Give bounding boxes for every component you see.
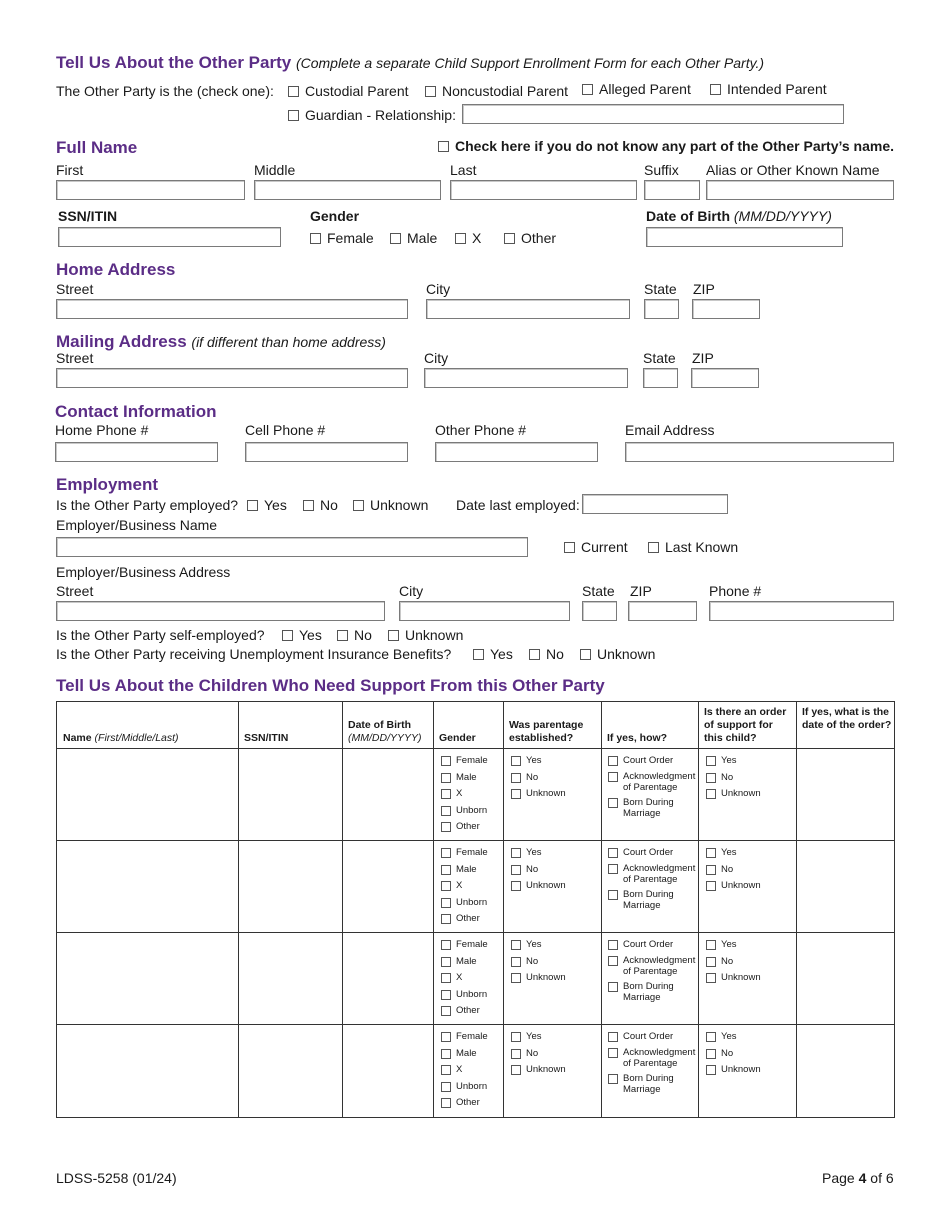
row2-parentage-checkbox[interactable]: Unknown xyxy=(511,880,566,891)
mail-state-label: State xyxy=(643,350,676,366)
row2-order-checkbox[interactable]: Yes xyxy=(706,847,737,858)
row4-gender-checkbox[interactable]: Male xyxy=(441,1048,477,1059)
checkbox-box[interactable] xyxy=(353,500,364,511)
other-phone-label: Other Phone # xyxy=(435,422,527,438)
section-title-full-name: Full Name xyxy=(56,138,138,157)
checkbox-gender-x[interactable]: X xyxy=(455,230,481,246)
checkbox-box[interactable] xyxy=(706,865,716,875)
row2-gender-checkbox[interactable]: Unborn xyxy=(441,897,487,908)
checkbox-box[interactable] xyxy=(288,86,299,97)
checkbox-box[interactable] xyxy=(580,649,591,660)
checkbox-box[interactable] xyxy=(511,865,521,875)
first-name-label: First xyxy=(56,162,84,178)
checkbox-box[interactable] xyxy=(310,233,321,244)
home-zip-input[interactable] xyxy=(692,299,760,319)
checkbox-ui-unknown[interactable]: Unknown xyxy=(580,646,655,662)
checkbox-box[interactable] xyxy=(441,1065,451,1075)
first-name-input[interactable] xyxy=(56,180,245,200)
checkbox-box[interactable] xyxy=(441,973,451,983)
checkbox-box[interactable] xyxy=(608,982,618,992)
ui-benefits-question: Is the Other Party receiving Unemployment Insurance Benefits? xyxy=(56,646,452,662)
row2-how-checkbox[interactable]: Born During Marriage xyxy=(608,889,697,911)
employer-phone-label: Phone # xyxy=(709,583,762,599)
checkbox-box[interactable] xyxy=(582,84,593,95)
checkbox-box[interactable] xyxy=(608,956,618,966)
col-header-name: Name (First/Middle/Last) xyxy=(63,732,179,744)
row3-how-checkbox[interactable]: Acknowledgment of Parentage xyxy=(608,955,697,977)
checkbox-box[interactable] xyxy=(608,890,618,900)
checkbox-box[interactable] xyxy=(608,848,618,858)
row2-how-checkbox[interactable]: Acknowledgment of Parentage xyxy=(608,863,697,885)
checkbox-box[interactable] xyxy=(706,1049,716,1059)
checkbox-self-employed-yes[interactable]: Yes xyxy=(282,627,322,643)
checkbox-box[interactable] xyxy=(529,649,540,660)
row4-gender-checkbox[interactable]: X xyxy=(441,1064,462,1075)
employer-state-input[interactable] xyxy=(582,601,617,621)
checkbox-box[interactable] xyxy=(441,881,451,891)
employer-city-input[interactable] xyxy=(399,601,570,621)
checkbox-box[interactable] xyxy=(564,542,575,553)
checkbox-box[interactable] xyxy=(511,1065,521,1075)
checkbox-gender-male[interactable]: Male xyxy=(390,230,437,246)
other-party-note: (Complete a separate Child Support Enrollment Form for each Other Party.) xyxy=(295,55,765,71)
checkbox-box[interactable] xyxy=(441,914,451,924)
checkbox-box[interactable] xyxy=(706,789,716,799)
row3-parentage-checkbox[interactable]: No xyxy=(511,956,538,967)
row4-how-checkbox[interactable]: Acknowledgment of Parentage xyxy=(608,1047,697,1069)
col-header-ssn: SSN/ITIN xyxy=(244,732,289,744)
checkbox-box[interactable] xyxy=(303,500,314,511)
mail-city-input[interactable] xyxy=(424,368,628,388)
checkbox-noncustodial-parent[interactable]: Noncustodial Parent xyxy=(425,83,568,99)
checkbox-box[interactable] xyxy=(282,630,293,641)
table-divider xyxy=(57,1024,894,1025)
section-title-employment: Employment xyxy=(56,475,159,494)
employer-address-label: Employer/Business Address xyxy=(56,564,231,580)
home-state-label: State xyxy=(644,281,677,297)
ssn-input[interactable] xyxy=(58,227,281,247)
row4-order-checkbox[interactable]: Unknown xyxy=(706,1064,761,1075)
section-title-mailing-address: Mailing Address (if different than home address) xyxy=(56,332,386,351)
checkbox-box[interactable] xyxy=(511,848,521,858)
checkbox-box[interactable] xyxy=(441,1006,451,1016)
row4-parentage-checkbox[interactable]: No xyxy=(511,1048,538,1059)
row2-order-checkbox[interactable]: Unknown xyxy=(706,880,761,891)
table-divider xyxy=(698,702,699,1117)
checkbox-box[interactable] xyxy=(511,1049,521,1059)
row2-gender-checkbox[interactable]: X xyxy=(441,880,462,891)
row3-order-checkbox[interactable]: Unknown xyxy=(706,972,761,983)
date-last-employed-label: Date last employed: xyxy=(456,497,580,513)
row2-gender-checkbox[interactable]: Male xyxy=(441,864,477,875)
checkbox-box[interactable] xyxy=(608,1032,618,1042)
row3-order-checkbox[interactable]: No xyxy=(706,956,733,967)
col-header-how: If yes, how? xyxy=(607,732,668,744)
row1-how-checkbox[interactable]: Court Order xyxy=(608,755,673,766)
col-header-parentage: Was parentage established? xyxy=(509,719,584,744)
row1-gender-checkbox[interactable]: Unborn xyxy=(441,805,487,816)
row2-parentage-checkbox[interactable]: Yes xyxy=(511,847,542,858)
checkbox-box[interactable] xyxy=(473,649,484,660)
checkbox-box[interactable] xyxy=(706,1032,716,1042)
checkbox-box[interactable] xyxy=(441,1049,451,1059)
checkbox-box[interactable] xyxy=(441,865,451,875)
checkbox-box[interactable] xyxy=(438,141,449,152)
employer-name-input[interactable] xyxy=(56,537,528,557)
row1-order-checkbox[interactable]: No xyxy=(706,772,733,783)
cell-phone-input[interactable] xyxy=(245,442,408,462)
checkbox-box[interactable] xyxy=(441,1082,451,1092)
checkbox-gender-female[interactable]: Female xyxy=(310,230,374,246)
page-number: Page 4 of 6 xyxy=(822,1170,894,1186)
row4-parentage-checkbox[interactable]: Unknown xyxy=(511,1064,566,1075)
checkbox-ui-no[interactable]: No xyxy=(529,646,564,662)
suffix-label: Suffix xyxy=(644,162,679,178)
employer-zip-label: ZIP xyxy=(630,583,652,599)
table-divider xyxy=(503,702,504,1117)
checkbox-box[interactable] xyxy=(608,864,618,874)
checkbox-box[interactable] xyxy=(441,773,451,783)
section-title-other-party xyxy=(56,53,764,73)
row3-gender-checkbox[interactable]: Other xyxy=(441,1005,480,1016)
checkbox-box[interactable] xyxy=(441,848,451,858)
checkbox-box[interactable] xyxy=(511,773,521,783)
checkbox-box[interactable] xyxy=(608,772,618,782)
home-city-label: City xyxy=(426,281,451,297)
checkbox-box[interactable] xyxy=(441,822,451,832)
email-input[interactable] xyxy=(625,442,894,462)
checkbox-name-unknown[interactable]: Check here if you do not know any part of the Other Party’s name. xyxy=(438,138,894,154)
checkbox-box[interactable] xyxy=(706,848,716,858)
section-title-children: Tell Us About the Children Who Need Support From this Other Party xyxy=(56,676,605,695)
guardian-relationship-input[interactable] xyxy=(462,104,844,124)
suffix-input[interactable] xyxy=(644,180,700,200)
checkbox-box[interactable] xyxy=(441,756,451,766)
checkbox-box[interactable] xyxy=(648,542,659,553)
checkbox-box[interactable] xyxy=(608,756,618,766)
checkbox-box[interactable] xyxy=(706,881,716,891)
checkbox-box[interactable] xyxy=(608,798,618,808)
checkbox-employed-yes[interactable]: Yes xyxy=(247,497,287,513)
row1-how-checkbox[interactable]: Born During Marriage xyxy=(608,797,697,819)
checkbox-box[interactable] xyxy=(441,789,451,799)
row2-how-checkbox[interactable]: Court Order xyxy=(608,847,673,858)
checkbox-box[interactable] xyxy=(706,973,716,983)
checkbox-employer-current[interactable]: Current xyxy=(564,539,628,555)
alias-input[interactable] xyxy=(706,180,894,200)
row4-order-checkbox[interactable]: Yes xyxy=(706,1031,737,1042)
row1-gender-checkbox[interactable]: X xyxy=(441,788,462,799)
row1-parentage-checkbox[interactable]: Yes xyxy=(511,755,542,766)
row3-how-checkbox[interactable]: Court Order xyxy=(608,939,673,950)
employer-street-input[interactable] xyxy=(56,601,385,621)
checkbox-box[interactable] xyxy=(511,1032,521,1042)
email-label: Email Address xyxy=(625,422,715,438)
dob-input[interactable] xyxy=(646,227,843,247)
children-table xyxy=(56,701,895,1118)
checkbox-box[interactable] xyxy=(511,789,521,799)
checkbox-box[interactable] xyxy=(706,1065,716,1075)
table-divider xyxy=(57,932,894,933)
checkbox-employed-unknown[interactable]: Unknown xyxy=(353,497,428,513)
checkbox-intended-parent[interactable]: Intended Parent xyxy=(710,81,827,97)
row3-parentage-checkbox[interactable]: Yes xyxy=(511,939,542,950)
row1-order-checkbox[interactable]: Yes xyxy=(706,755,737,766)
row1-parentage-checkbox[interactable]: No xyxy=(511,772,538,783)
mail-street-label: Street xyxy=(56,350,94,366)
checkbox-box[interactable] xyxy=(441,940,451,950)
checkbox-box[interactable] xyxy=(511,881,521,891)
checkbox-self-employed-no[interactable]: No xyxy=(337,627,372,643)
checkbox-alleged-parent[interactable]: Alleged Parent xyxy=(582,81,691,97)
row3-gender-checkbox[interactable]: Male xyxy=(441,956,477,967)
last-name-label: Last xyxy=(450,162,477,178)
checkbox-box[interactable] xyxy=(706,756,716,766)
checkbox-box[interactable] xyxy=(441,806,451,816)
checkbox-box[interactable] xyxy=(504,233,515,244)
checkbox-box[interactable] xyxy=(608,940,618,950)
home-state-input[interactable] xyxy=(644,299,679,319)
date-last-employed-input[interactable] xyxy=(582,494,728,514)
table-divider xyxy=(57,840,894,841)
table-divider xyxy=(433,702,434,1117)
checkbox-custodial-parent[interactable]: Custodial Parent xyxy=(288,83,409,99)
row4-parentage-checkbox[interactable]: Yes xyxy=(511,1031,542,1042)
employer-street-label: Street xyxy=(56,583,94,599)
table-divider xyxy=(796,702,797,1117)
other-party-question: The Other Party is the (check one): xyxy=(56,83,274,99)
row3-gender-checkbox[interactable]: X xyxy=(441,972,462,983)
mail-zip-input[interactable] xyxy=(691,368,759,388)
row4-gender-checkbox[interactable]: Female xyxy=(441,1031,488,1042)
self-employed-question: Is the Other Party self-employed? xyxy=(56,627,265,643)
row3-parentage-checkbox[interactable]: Unknown xyxy=(511,972,566,983)
checkbox-box[interactable] xyxy=(608,1074,618,1084)
checkbox-box[interactable] xyxy=(511,756,521,766)
checkbox-box[interactable] xyxy=(441,898,451,908)
checkbox-box[interactable] xyxy=(706,940,716,950)
row3-gender-checkbox[interactable]: Female xyxy=(441,939,488,950)
checkbox-box[interactable] xyxy=(337,630,348,641)
mail-city-label: City xyxy=(424,350,449,366)
checkbox-gender-other[interactable]: Other xyxy=(504,230,556,246)
dob-label: Date of Birth (MM/DD/YYYY) xyxy=(646,208,832,224)
gender-label: Gender xyxy=(310,208,360,224)
employer-zip-input[interactable] xyxy=(628,601,697,621)
row4-order-checkbox[interactable]: No xyxy=(706,1048,733,1059)
checkbox-guardian[interactable]: Guardian - Relationship: xyxy=(288,107,456,123)
row4-how-checkbox[interactable]: Court Order xyxy=(608,1031,673,1042)
checkbox-employed-no[interactable]: No xyxy=(303,497,338,513)
row3-order-checkbox[interactable]: Yes xyxy=(706,939,737,950)
checkbox-box[interactable] xyxy=(608,1048,618,1058)
checkbox-employer-last-known[interactable]: Last Known xyxy=(648,539,738,555)
row2-order-checkbox[interactable]: No xyxy=(706,864,733,875)
home-zip-label: ZIP xyxy=(693,281,715,297)
checkbox-ui-yes[interactable]: Yes xyxy=(473,646,513,662)
checkbox-box[interactable] xyxy=(710,84,721,95)
col-header-gender: Gender xyxy=(439,732,476,744)
mail-street-input[interactable] xyxy=(56,368,408,388)
checkbox-box[interactable] xyxy=(247,500,258,511)
row4-gender-checkbox[interactable]: Unborn xyxy=(441,1081,487,1092)
home-street-label: Street xyxy=(56,281,94,297)
row1-gender-checkbox[interactable]: Female xyxy=(441,755,488,766)
middle-name-label: Middle xyxy=(254,162,296,178)
row1-gender-checkbox[interactable]: Male xyxy=(441,772,477,783)
checkbox-self-employed-unknown[interactable]: Unknown xyxy=(388,627,463,643)
checkbox-box[interactable] xyxy=(511,957,521,967)
employer-city-label: City xyxy=(399,583,424,599)
last-name-input[interactable] xyxy=(450,180,637,200)
col-header-order-date: If yes, what is the date of the order? xyxy=(802,706,892,731)
employer-state-label: State xyxy=(582,583,615,599)
col-header-order: Is there an order of support for this child? xyxy=(704,706,787,744)
checkbox-box[interactable] xyxy=(441,957,451,967)
alias-label: Alias or Other Known Name xyxy=(706,162,880,178)
checkbox-box[interactable] xyxy=(706,773,716,783)
home-phone-label: Home Phone # xyxy=(55,422,149,438)
checkbox-box[interactable] xyxy=(388,630,399,641)
checkbox-box[interactable] xyxy=(706,957,716,967)
employer-phone-input[interactable] xyxy=(709,601,894,621)
home-city-input[interactable] xyxy=(426,299,630,319)
row3-how-checkbox[interactable]: Born During Marriage xyxy=(608,981,697,1003)
checkbox-box[interactable] xyxy=(441,990,451,1000)
section-title-home-address: Home Address xyxy=(56,260,176,279)
other-party-title: Tell Us About the Other Party xyxy=(56,53,292,72)
row3-gender-checkbox[interactable]: Unborn xyxy=(441,989,487,1000)
ssn-label: SSN/ITIN xyxy=(58,208,118,224)
employer-name-label: Employer/Business Name xyxy=(56,517,218,533)
home-street-input[interactable] xyxy=(56,299,408,319)
table-divider xyxy=(57,748,894,749)
mail-zip-label: ZIP xyxy=(692,350,714,366)
row1-order-checkbox[interactable]: Unknown xyxy=(706,788,761,799)
row2-gender-checkbox[interactable]: Other xyxy=(441,913,480,924)
table-divider xyxy=(601,702,602,1117)
checkbox-box[interactable] xyxy=(511,940,521,950)
row2-gender-checkbox[interactable]: Female xyxy=(441,847,488,858)
row4-how-checkbox[interactable]: Born During Marriage xyxy=(608,1073,697,1095)
row4-gender-checkbox[interactable]: Other xyxy=(441,1097,480,1108)
row1-parentage-checkbox[interactable]: Unknown xyxy=(511,788,566,799)
table-divider xyxy=(238,702,239,1117)
checkbox-box[interactable] xyxy=(441,1098,451,1108)
form-id: LDSS-5258 (01/24) xyxy=(56,1170,177,1186)
row1-how-checkbox[interactable]: Acknowledgment of Parentage xyxy=(608,771,697,793)
section-title-contact: Contact Information xyxy=(55,402,217,421)
checkbox-box[interactable] xyxy=(455,233,466,244)
checkbox-box[interactable] xyxy=(390,233,401,244)
checkbox-box[interactable] xyxy=(288,110,299,121)
employed-question: Is the Other Party employed? xyxy=(56,497,239,513)
checkbox-box[interactable] xyxy=(425,86,436,97)
checkbox-box[interactable] xyxy=(441,1032,451,1042)
row1-gender-checkbox[interactable]: Other xyxy=(441,821,480,832)
col-header-dob: Date of Birth (MM/DD/YYYY) xyxy=(348,719,422,744)
home-phone-input[interactable] xyxy=(55,442,218,462)
table-divider xyxy=(342,702,343,1117)
row2-parentage-checkbox[interactable]: No xyxy=(511,864,538,875)
checkbox-box[interactable] xyxy=(511,973,521,983)
other-phone-input[interactable] xyxy=(435,442,598,462)
middle-name-input[interactable] xyxy=(254,180,441,200)
cell-phone-label: Cell Phone # xyxy=(245,422,326,438)
mail-state-input[interactable] xyxy=(643,368,678,388)
